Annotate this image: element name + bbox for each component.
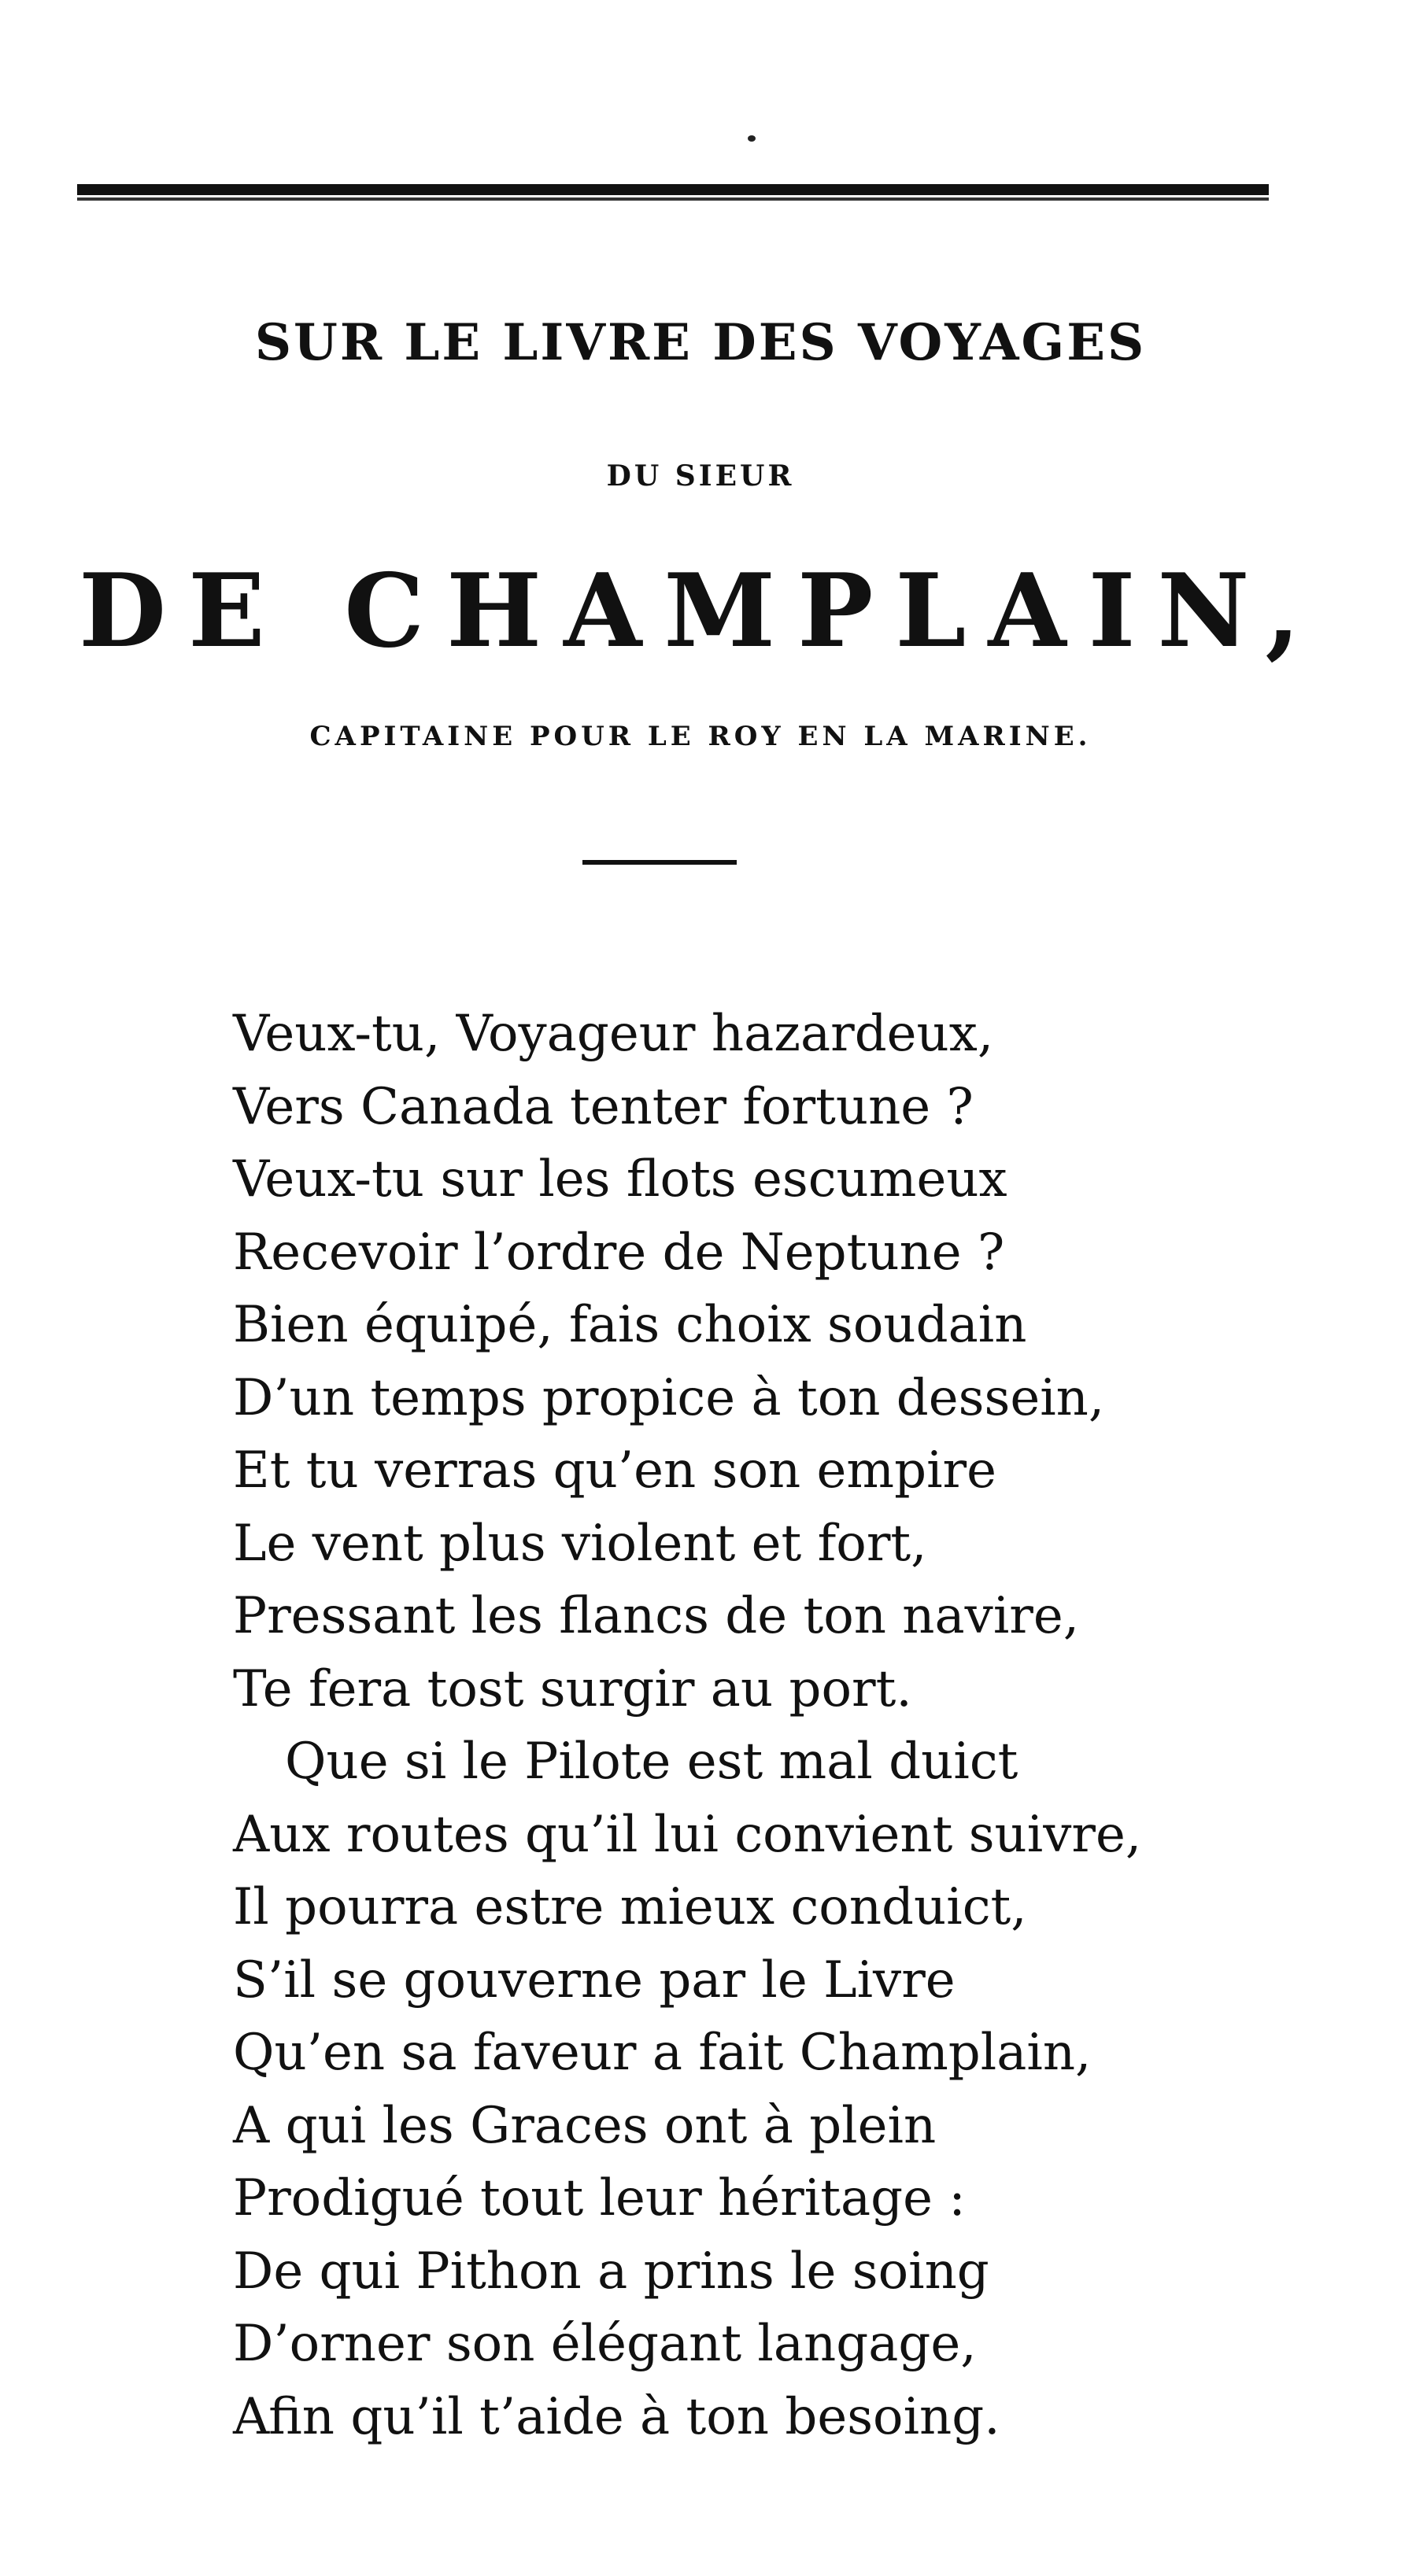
verse-line: Afin qu’il t’aide à ton besoing. (233, 2387, 1000, 2446)
verse-line: D’un temps propice à ton dessein, (233, 1368, 1105, 1427)
verse-line: De qui Pithon a prins le soing (233, 2242, 989, 2301)
top-rule (77, 184, 1269, 195)
verse-line: Veux-tu sur les flots escumeux (233, 1150, 1007, 1209)
verse-line: Te fera tost surgir au port. (233, 1659, 912, 1718)
verse-line: Recevoir l’ordre de Neptune ? (233, 1223, 1005, 1282)
verse-line: Prodigué tout leur héritage : (233, 2169, 966, 2227)
verse-line: Pressant les flancs de ton navire, (233, 1587, 1080, 1645)
top-rule-thin (77, 197, 1269, 201)
verse-line: Aux routes qu’il lui convient suivre, (233, 1805, 1142, 1864)
verse-line: Que si le Pilote est mal duict (285, 1733, 1018, 1791)
section-divider (582, 860, 737, 865)
heading-main-name: DE CHAMPLAIN, (79, 552, 1322, 670)
ink-speck (748, 135, 756, 142)
poem (233, 998, 1256, 2453)
verse-line: D’orner son élégant langage, (233, 2315, 977, 2373)
verse-line: Le vent plus violent et fort, (233, 1514, 927, 1573)
verse-line: Il pourra estre mieux conduict, (233, 1878, 1027, 1936)
verse-line: Et tu verras qu’en son empire (233, 1441, 996, 1500)
verse-line: Qu’en sa faveur a fait Champlain, (233, 2024, 1092, 2082)
verse-line: Vers Canada tenter fortune ? (233, 1077, 974, 1136)
verse-line: Veux-tu, Voyageur hazardeux, (233, 1005, 994, 1063)
heading-line-1: SUR LE LIVRE DES VOYAGES (254, 313, 1147, 372)
verse-line: S’il se gouverne par le Livre (233, 1950, 956, 2010)
heading-line-2: DU SIEUR (606, 459, 795, 493)
verse-line: A qui les Graces ont à plein (233, 2096, 937, 2155)
heading-line-4: CAPITAINE POUR LE ROY EN LA MARINE. (309, 721, 1092, 752)
verse-line: Bien équipé, fais choix soudain (233, 1296, 1027, 1354)
